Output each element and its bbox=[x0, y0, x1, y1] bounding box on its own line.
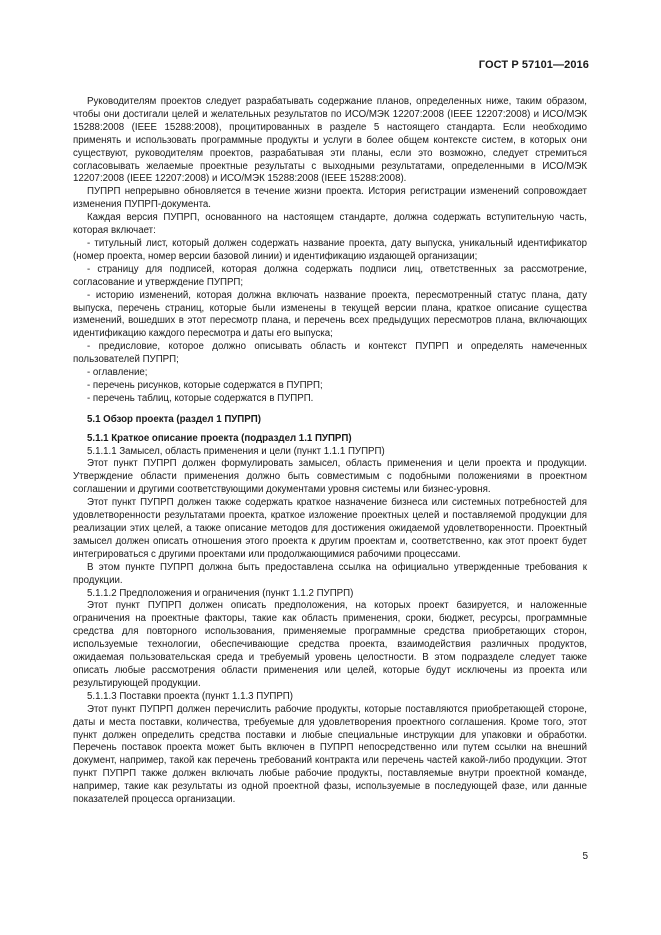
section-heading: 5.1 Обзор проекта (раздел 1 ПУПРП) bbox=[87, 413, 261, 425]
paragraph: В этом пункте ПУПРП должна быть предоставлена ссылка на официально утвержденные требования к продукции. bbox=[73, 561, 587, 586]
clause-heading: 5.1.1.1 Замысел, область применения и цели (пункт 1.1.1 ПУПРП) bbox=[87, 445, 385, 457]
paragraph: Каждая версия ПУПРП, основанного на настоящем стандарте, должна содержать вступительную часть, которая включает: bbox=[73, 212, 587, 237]
paragraph: Этот пункт ПУПРП должен также содержать краткое назначение бизнеса или системных потребностей для удовлетворенности результатами проекта, краткое изложение проектных целей и поставляемой продукции для реализации этих целей, а также описание методов для достижения ожидаемой удовлетворенности. Проектный замысел должен описать отношения этого проекта к другим проектам и, соответственно, как этот проект будет интегрироваться с другими проектами или продолжающимися рабочими процессами. bbox=[73, 497, 587, 560]
list-item: - предисловие, которое должно описывать область и контекст ПУПРП и определять намеченных пользователей ПУПРП; bbox=[73, 341, 587, 366]
paragraph: ПУПРП непрерывно обновляется в течение жизни проекта. История регистрации изменений сопровождает изменения ПУПРП-документа. bbox=[73, 186, 587, 211]
paragraph: Руководителям проектов следует разрабатывать содержание планов, определенных ниже, таким образом, чтобы они достигали целей и желательных результатов по ИСО/МЭК 12207:2008 (IEEE 12207:2008) и ИСО/МЭК 15288:2008 (IEEE 15288:2008), процитированных в разделе 5 настоящего стандарта. Если необходимо применять и использовать программные продукты и услуги в более общем контексте систем, в которых они существуют, руководителям проектов, разрабатывая эти планы, если это возможно, следует стремиться согласовывать желаемые проектные результаты с выходными результатами, определенными в ИСО/МЭК 12207:2008 (IEEE 12207:2008) и ИСО/МЭК 15288:2008 (IEEE 15288:2008). bbox=[73, 96, 587, 185]
page-number: 5 bbox=[582, 851, 588, 862]
list-item: - страницу для подписей, которая должна содержать подписи лиц, ответственных за рассмотрение, согласование и утверждение ПУПРП; bbox=[73, 263, 587, 288]
standard-header: ГОСТ Р 57101—2016 bbox=[478, 59, 589, 71]
list-item: - титульный лист, который должен содержать название проекта, дату выпуска, уникальный идентификатор (номер проекта, номер версии базовой линии) и идентификацию издающей организации; bbox=[73, 237, 587, 262]
list-item: - историю изменений, которая должна включать название проекта, пересмотренный статус плана, дату выпуска, перечень страниц, которые были изменены в текущей версии плана, краткое описание существа изменений, вошедших в этот пересмотр плана, и перечень всех предыдущих пересмотров плана, включающих идентификацию каждого пересмотра и даты его выпуска; bbox=[73, 289, 587, 340]
clause-heading: 5.1.1.3 Поставки проекта (пункт 1.1.3 ПУПРП) bbox=[87, 690, 293, 702]
subsection-heading: 5.1.1 Краткое описание проекта (подраздел 1.1 ПУПРП) bbox=[87, 432, 352, 444]
paragraph: Этот пункт ПУПРП должен описать предположения, на которых проект базируется, и наложенные ограничения на проектные факторы, такие как область применения, сроки, бюджет, ресурсы, программные средства для повторного использования, применяемые программные средства приобретающих сторон, используемые технологии, обеспечивающие средства проекта, взаимодействия различных продуктов, ожидаемая пользовательская среда и требуемый уровень целостности. В этом подразделе следует также описать любые рассмотрения области применения или целей, которые будут исключены из проекта или результирующей продукции. bbox=[73, 600, 587, 689]
document-body bbox=[73, 96, 587, 807]
paragraph: Этот пункт ПУПРП должен перечислить рабочие продукты, которые поставляются приобретающей стороне, даты и места поставки, количества, требуемые для удовлетворения проектного соглашения. Кроме того, этот пункт должен определить средства поставки и любые специальные инструкции для упаковки и обработки. Перечень поставок проекта может быть включен в ПУПРП непосредственно или путем ссылки на внешний документ, например, такой как перечень требований контракта или перечень частей какой-либо продукции. Этот пункт ПУПРП также должен включать любые рабочие продукты, поставляемые внутри проектной команде, например, такие как результаты из одной проектной фазы, используемые в последующей фазе, или данные показателей процесса организации. bbox=[73, 703, 587, 806]
list-item: - перечень таблиц, которые содержатся в ПУПРП. bbox=[87, 392, 314, 404]
list-item: - перечень рисунков, которые содержатся в ПУПРП; bbox=[87, 379, 323, 391]
clause-heading: 5.1.1.2 Предположения и ограничения (пункт 1.1.2 ПУПРП) bbox=[87, 587, 354, 599]
list-item: - оглавление; bbox=[87, 367, 148, 379]
paragraph: Этот пункт ПУПРП должен формулировать замысел, область применения и цели проекта и продукции. Утверждение области применения должно быть совместимым с подобными положениями в проектном соглашении и другими соответствующими документами уровня системы или бизнес-уровня. bbox=[73, 458, 587, 496]
